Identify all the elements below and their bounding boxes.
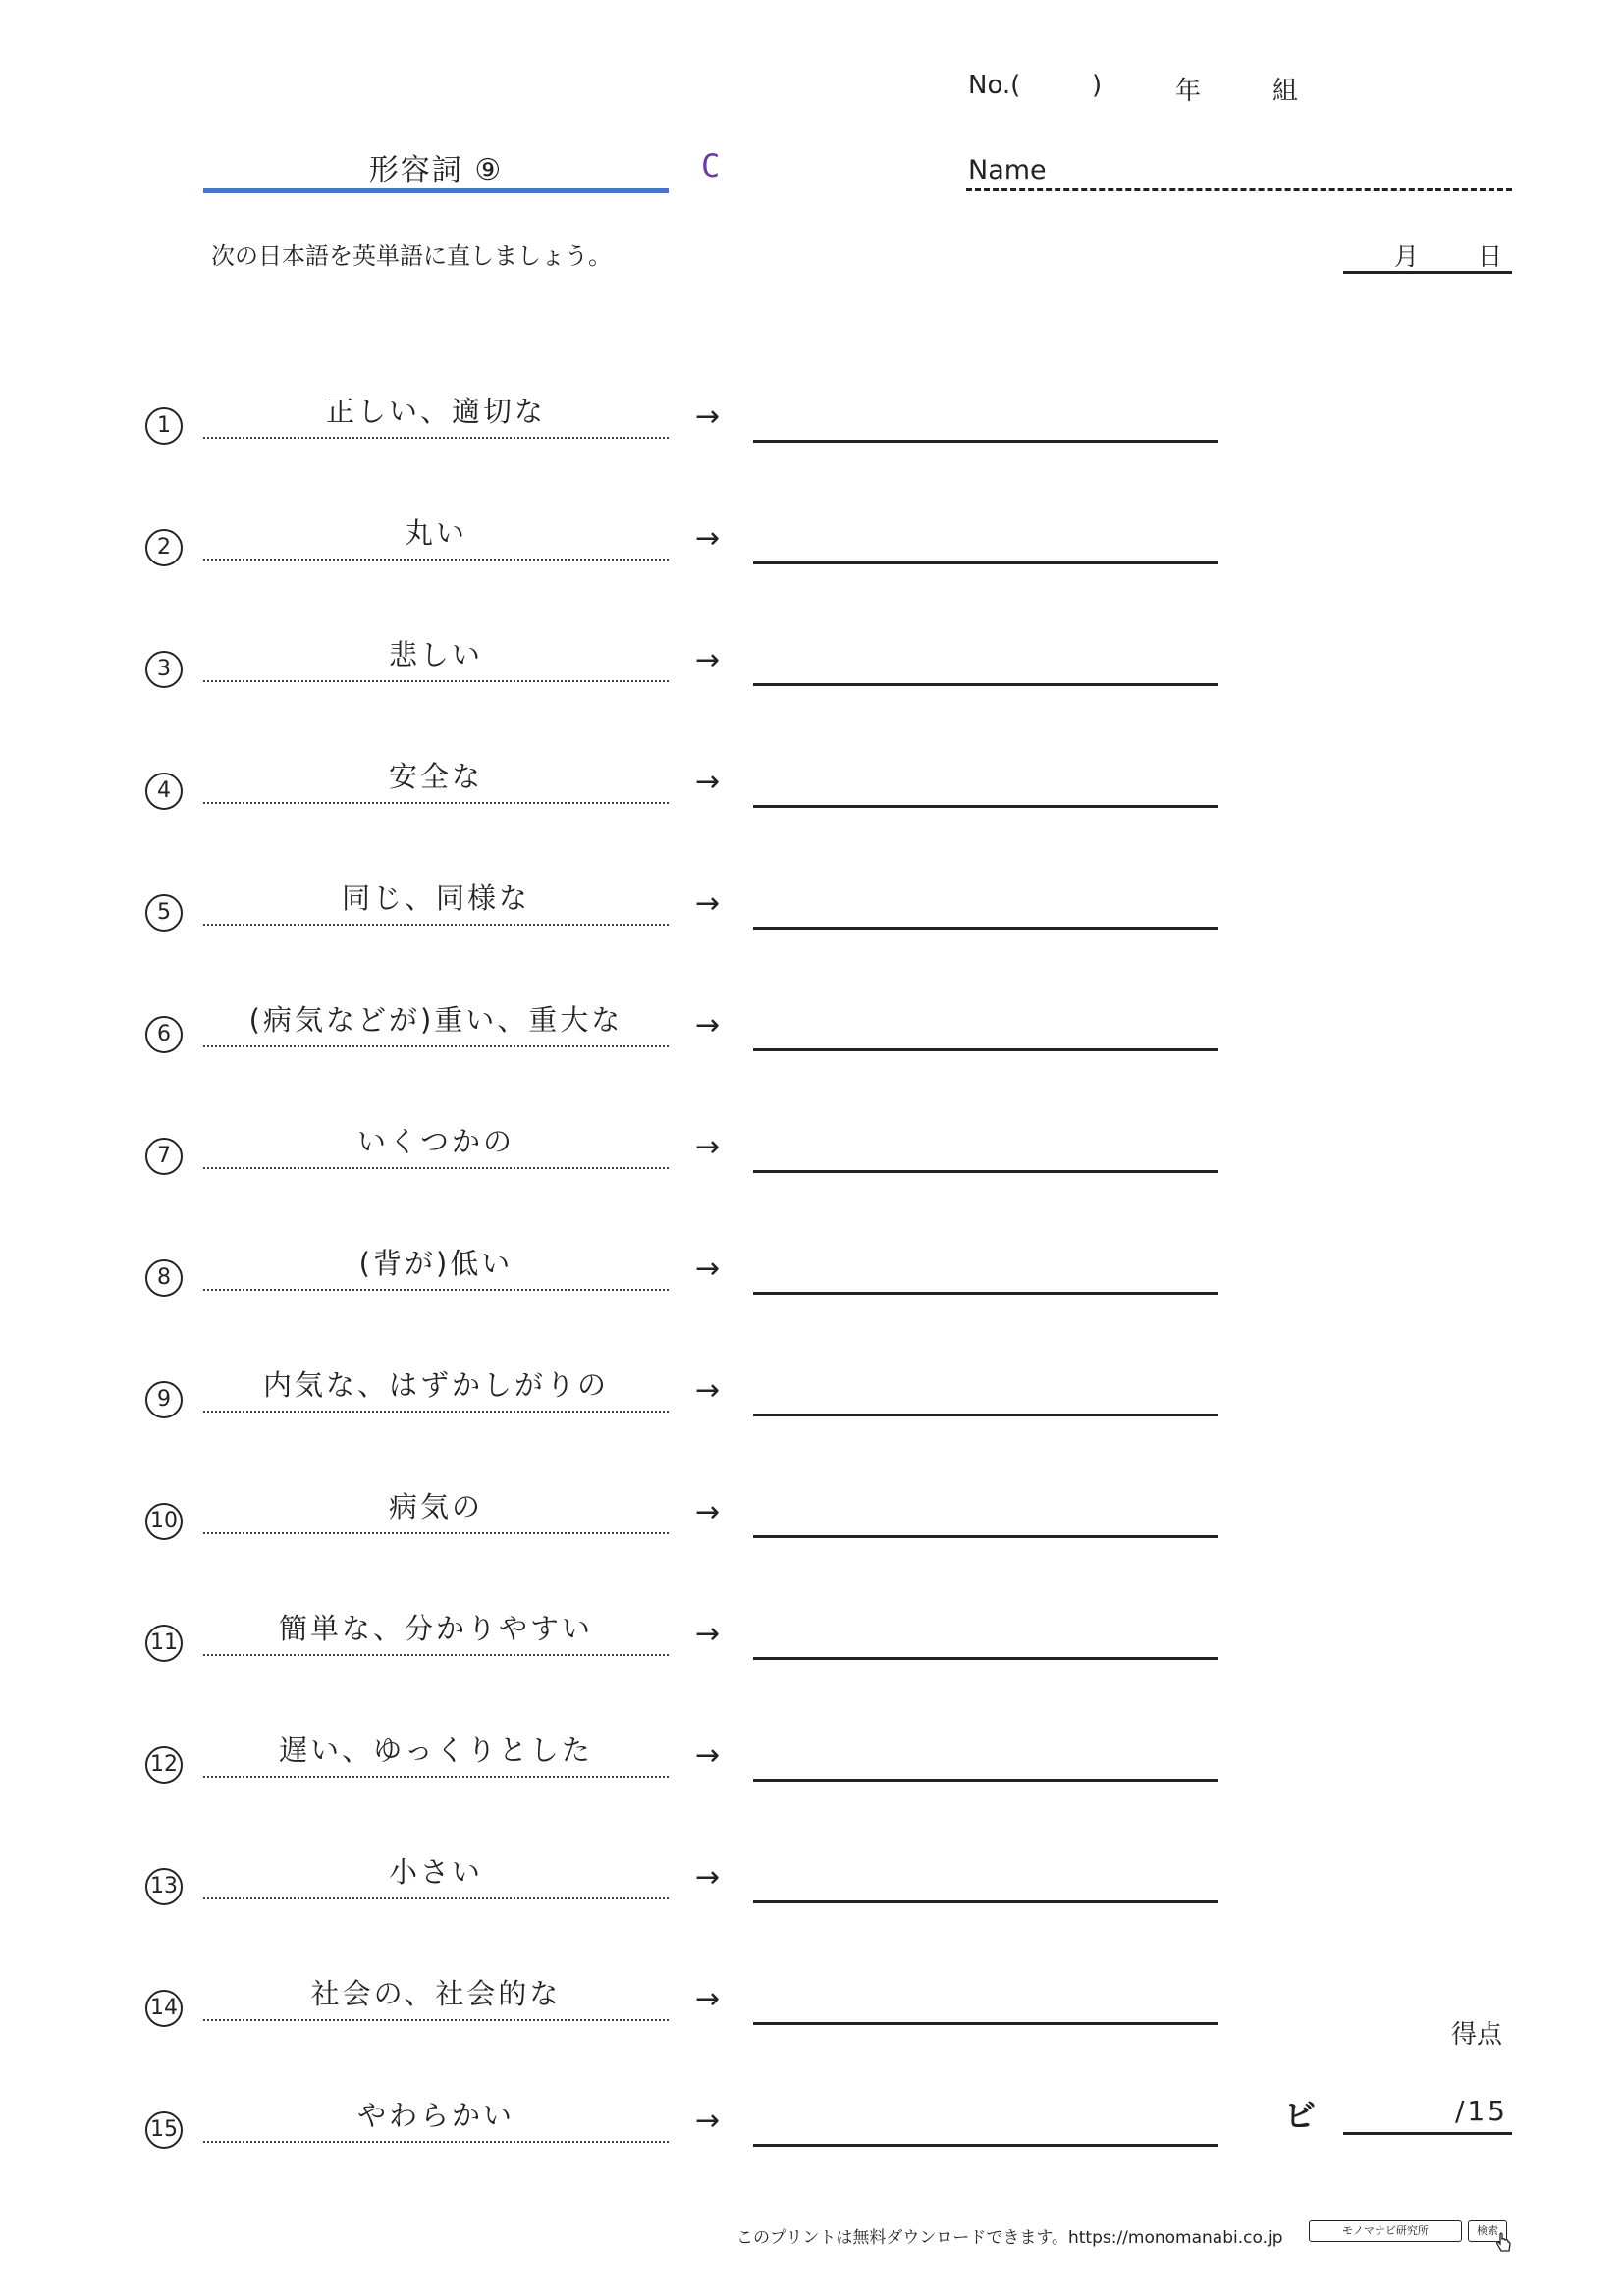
question-prompt: 病気の	[388, 1490, 483, 1523]
prompt-underline	[203, 1897, 669, 1899]
answer-field[interactable]	[753, 2022, 1218, 2025]
question-prompt: 正しい、適切な	[325, 395, 546, 428]
footer-text: このプリントは無料ダウンロードできます。https://monomanabi.co.jp	[736, 2228, 1283, 2248]
prompt-underline	[203, 924, 669, 926]
question-prompt: やわらかい	[356, 2099, 514, 2132]
arrow-icon: →	[695, 1495, 721, 1529]
question-row	[0, 1931, 1624, 2053]
arrow-icon: →	[695, 1738, 721, 1773]
question-prompt: 社会の、社会的な	[310, 1977, 562, 2010]
answer-field[interactable]	[753, 683, 1218, 686]
search-input[interactable]: モノマナビ研究所	[1309, 2220, 1462, 2242]
answer-field[interactable]	[753, 805, 1218, 808]
question-row	[0, 1809, 1624, 1931]
prompt-underline	[203, 802, 669, 804]
answer-field[interactable]	[753, 1900, 1218, 1903]
prompt-underline	[203, 1167, 669, 1169]
question-number: 15	[145, 2111, 183, 2149]
name-label: Name	[968, 155, 1047, 186]
question-row	[0, 1079, 1624, 1201]
question-row	[0, 835, 1624, 957]
question-prompt: (背が)低い	[358, 1247, 514, 1280]
month-label: 月	[1394, 242, 1420, 271]
question-row	[0, 2053, 1624, 2174]
question-row	[0, 348, 1624, 470]
arrow-icon: →	[695, 1860, 721, 1895]
question-row	[0, 1687, 1624, 1809]
date-field[interactable]	[1343, 271, 1512, 274]
prompt-underline	[203, 2141, 669, 2143]
answer-field[interactable]	[753, 2144, 1218, 2147]
prompt-underline	[203, 680, 669, 682]
question-row	[0, 1201, 1624, 1322]
arrow-icon: →	[695, 1373, 721, 1408]
name-field[interactable]	[966, 188, 1512, 191]
prompt-underline	[203, 1289, 669, 1291]
answer-field[interactable]	[753, 561, 1218, 564]
answer-field[interactable]	[753, 1657, 1218, 1660]
arrow-icon: →	[695, 521, 721, 556]
arrow-icon: →	[695, 2104, 721, 2138]
search-button[interactable]: 検索	[1468, 2220, 1507, 2242]
question-number: 7	[145, 1138, 183, 1175]
arrow-icon: →	[695, 1982, 721, 2016]
number-label: No.(	[968, 71, 1021, 100]
year-label: 年	[1175, 77, 1202, 106]
question-prompt: (病気などが)重い、重大な	[248, 1003, 623, 1037]
score-total: /15	[1454, 2095, 1508, 2127]
question-number: 1	[145, 407, 183, 445]
question-number: 8	[145, 1259, 183, 1297]
question-number: 3	[145, 651, 183, 688]
question-number: 11	[145, 1625, 183, 1662]
prompt-underline	[203, 1776, 669, 1778]
question-prompt: 小さい	[388, 1855, 483, 1889]
answer-field[interactable]	[753, 1170, 1218, 1173]
title-underline	[203, 188, 669, 193]
prompt-underline	[203, 559, 669, 561]
arrow-icon: →	[695, 1008, 721, 1042]
question-row	[0, 592, 1624, 714]
prompt-underline	[203, 1654, 669, 1656]
question-prompt: いくつかの	[356, 1125, 514, 1158]
prompt-underline	[203, 1411, 669, 1413]
question-row	[0, 1444, 1624, 1566]
question-prompt: 同じ、同様な	[341, 881, 530, 915]
question-number: 6	[145, 1016, 183, 1053]
class-label: 組	[1272, 77, 1299, 106]
question-number: 13	[145, 1868, 183, 1905]
question-prompt: 簡単な、分かりやすい	[278, 1612, 593, 1645]
hand-cursor-icon	[1494, 2232, 1514, 2258]
arrow-icon: →	[695, 1252, 721, 1286]
instruction-text: 次の日本語を英単語に直しましょう。	[211, 242, 612, 270]
score-label: 得点	[1451, 2020, 1503, 2050]
question-row	[0, 470, 1624, 592]
arrow-icon: →	[695, 765, 721, 799]
question-row	[0, 1566, 1624, 1687]
prompt-underline	[203, 437, 669, 439]
answer-field[interactable]	[753, 927, 1218, 930]
arrow-icon: →	[695, 400, 721, 434]
score-icon: ビ	[1284, 2097, 1317, 2134]
question-number: 5	[145, 894, 183, 932]
question-number: 4	[145, 773, 183, 810]
question-number: 2	[145, 529, 183, 566]
question-number: 10	[145, 1503, 183, 1540]
answer-field[interactable]	[753, 1414, 1218, 1416]
number-close-paren: )	[1092, 71, 1103, 100]
question-row	[0, 957, 1624, 1079]
question-number: 14	[145, 1990, 183, 2027]
question-prompt: 丸い	[404, 516, 467, 550]
question-prompt: 内気な、はずかしがりの	[262, 1368, 609, 1402]
arrow-icon: →	[695, 886, 721, 921]
question-prompt: 悲しい	[388, 638, 483, 671]
question-row	[0, 1322, 1624, 1444]
level-badge: C	[701, 147, 721, 185]
prompt-underline	[203, 2019, 669, 2021]
answer-field[interactable]	[753, 1535, 1218, 1538]
question-prompt: 安全な	[388, 760, 483, 793]
question-prompt: 遅い、ゆっくりとした	[279, 1734, 593, 1767]
prompt-underline	[203, 1045, 669, 1047]
day-label: 日	[1478, 242, 1503, 271]
arrow-icon: →	[695, 1130, 721, 1164]
answer-field[interactable]	[753, 440, 1218, 443]
answer-field[interactable]	[753, 1048, 1218, 1051]
prompt-underline	[203, 1532, 669, 1534]
arrow-icon: →	[695, 643, 721, 677]
question-number: 12	[145, 1746, 183, 1784]
answer-field[interactable]	[753, 1292, 1218, 1295]
score-field[interactable]	[1343, 2132, 1512, 2135]
answer-field[interactable]	[753, 1779, 1218, 1782]
arrow-icon: →	[695, 1617, 721, 1651]
worksheet-title: 形容詞 ⑨	[368, 153, 504, 187]
question-row	[0, 714, 1624, 835]
question-number: 9	[145, 1381, 183, 1418]
